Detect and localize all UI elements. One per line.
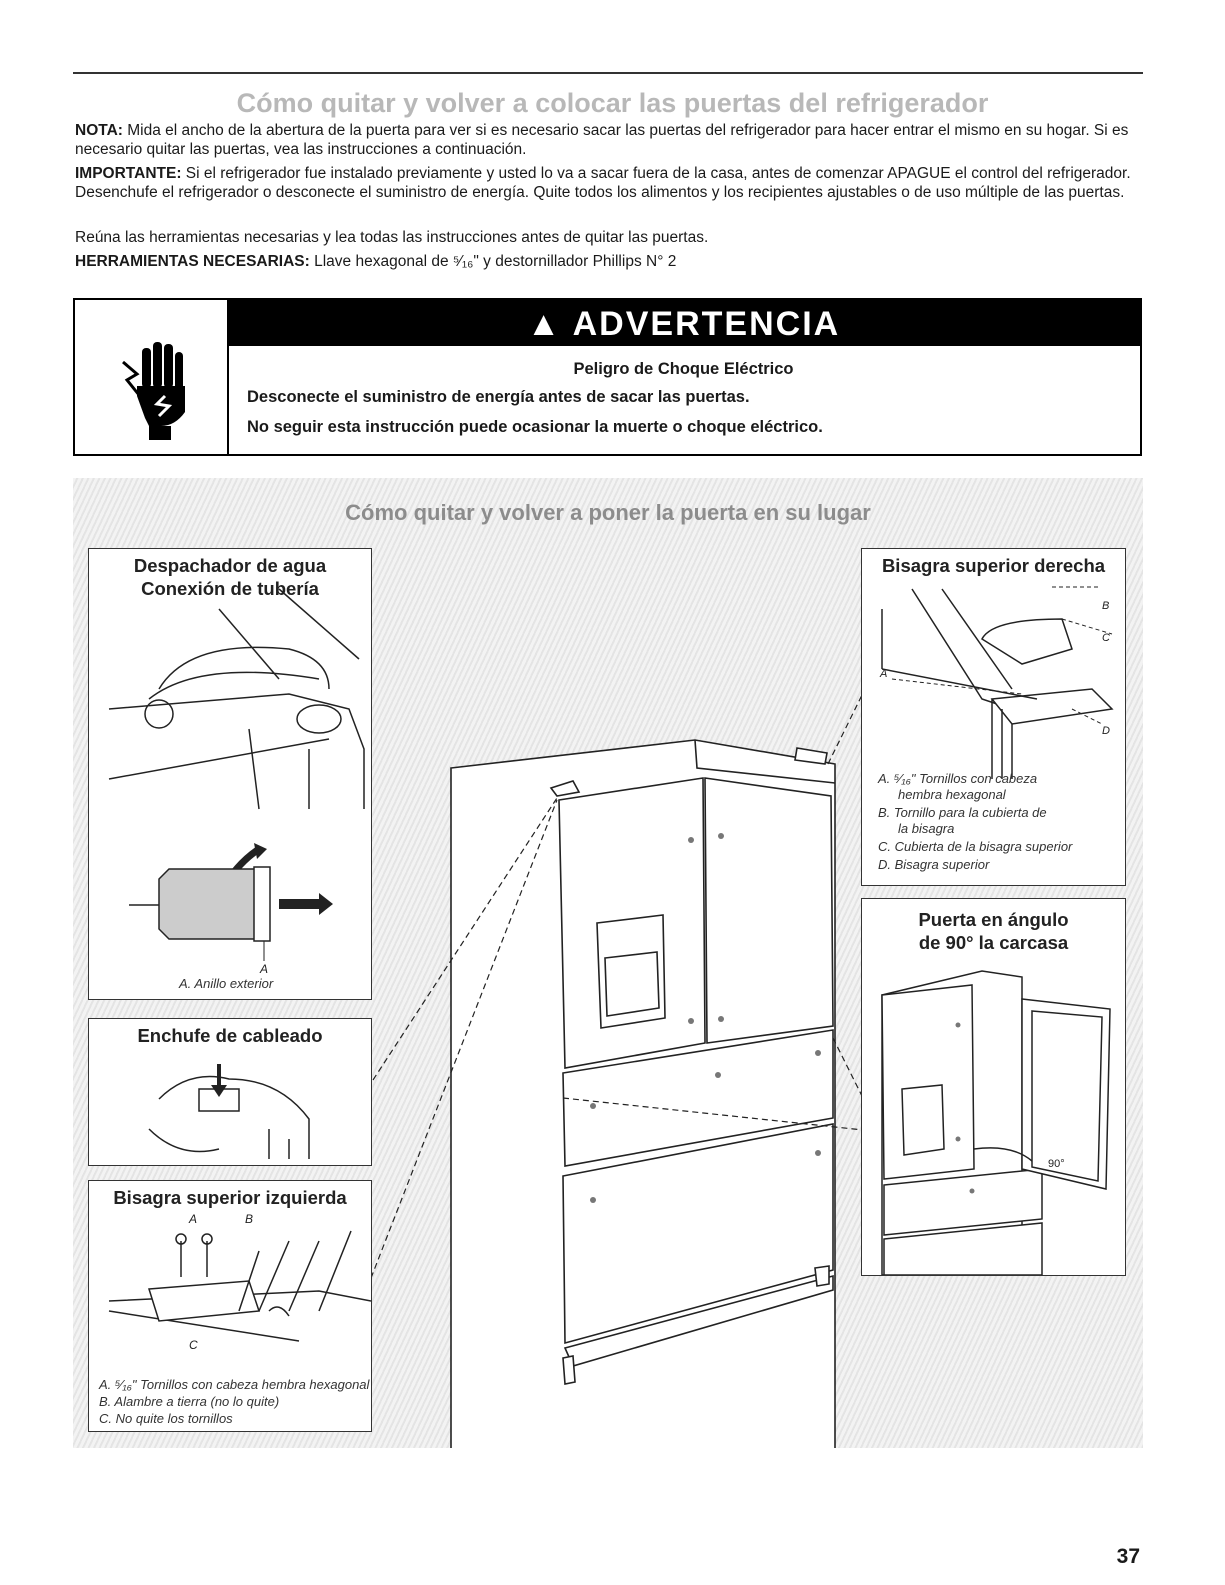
- door-removal-figure: [73, 478, 1143, 1448]
- left-hinge-label-c: C: [189, 1338, 198, 1352]
- left-hinge-caption-b: B. Alambre a tierra (no lo quite): [99, 1394, 280, 1409]
- left-hinge-label-b: B: [245, 1212, 254, 1226]
- warning-heading: ADVERTENCIA: [572, 305, 841, 343]
- water-panel-title-1: Despachador de agua: [133, 555, 327, 576]
- water-caption: A. Anillo exterior: [179, 976, 274, 991]
- warning-line-1: Desconecte el suministro de energía antes de sacar las puertas.: [247, 388, 750, 406]
- hazard-icon-cell: [75, 300, 229, 454]
- herramientas-label: HERRAMIENTAS NECESARIAS:: [75, 253, 310, 270]
- nota-label: NOTA:: [75, 122, 123, 139]
- warning-triangle-icon: ▲: [526, 305, 563, 343]
- top-rule: [73, 72, 1143, 74]
- herramientas-text: Llave hexagonal de ⁵⁄₁₆" y destornillador Phillips N° 2: [309, 253, 677, 270]
- door-90-degree-panel: [861, 898, 1126, 1276]
- warning-subtitle: Peligro de Choque Eléctrico: [573, 360, 794, 378]
- water-line-illustration: [89, 549, 371, 999]
- angle-panel-title-1: Puerta en ángulo: [918, 909, 1069, 930]
- warning-line-2: No seguir esta instrucción puede ocasionar la muerte o choque eléctrico.: [247, 418, 823, 436]
- right-hinge-label-d: D: [1102, 725, 1110, 737]
- right-hinge-label-a: A: [880, 668, 888, 680]
- importante-paragraph: [75, 164, 1145, 202]
- nota-paragraph: [75, 121, 1145, 159]
- right-hinge-caption-b2: la bisagra: [898, 821, 955, 836]
- electric-shock-hand-icon: [75, 300, 225, 454]
- left-hinge-panel: [88, 1180, 372, 1432]
- right-hinge-panel: [861, 548, 1126, 886]
- right-hinge-caption-d: D. Bisagra superior: [878, 857, 990, 872]
- page-number: 37: [1116, 1545, 1140, 1568]
- right-hinge-label-b: B: [1102, 600, 1110, 612]
- warning-heading-bar: [227, 300, 1140, 346]
- right-hinge-caption-c: C. Cubierta de la bisagra superior: [878, 839, 1073, 854]
- wiring-plug-panel: [88, 1018, 372, 1166]
- right-hinge-title: Bisagra superior derecha: [881, 555, 1106, 576]
- left-hinge-caption-c: C. No quite los tornillos: [99, 1411, 233, 1426]
- figure-title: Cómo quitar y volver a poner la puerta en su lugar: [345, 500, 871, 525]
- page-title: Cómo quitar y volver a colocar las puertas del refrigerador: [236, 88, 989, 118]
- left-hinge-label-a: A: [189, 1212, 198, 1226]
- left-hinge-caption-a: A. ⁵⁄₁₆" Tornillos con cabeza hembra hexagonal: [99, 1377, 370, 1392]
- water-label-a: A: [260, 962, 269, 976]
- door-90-degree-illustration: [862, 899, 1125, 1275]
- importante-text: Si el refrigerador fue instalado previamente y usted lo va a sacar fuera de la casa, antes de comenzar APAGUE el control del refrigerador. Desenchufe el refrigerador o desconecte el suministro de energía. Quite todos los alimentos y los recipientes ajustables o de uso múltiple de las puertas.: [75, 165, 1131, 201]
- angle-panel-title-2: de 90° la carcasa: [918, 932, 1069, 953]
- wiring-plug-illustration: [89, 1019, 371, 1165]
- importante-label: IMPORTANTE:: [75, 165, 182, 182]
- reuna-paragraph: Reúna las herramientas necesarias y lea todas las instrucciones antes de quitar las puertas.: [75, 229, 709, 246]
- right-hinge-caption-a2: hembra hexagonal: [898, 787, 1006, 802]
- right-hinge-label-c: C: [1102, 632, 1110, 644]
- water-panel-title-2: Conexión de tubería: [141, 578, 319, 599]
- plug-panel-title: Enchufe de cableado: [137, 1025, 323, 1046]
- angle-degree-label: 90°: [1048, 1158, 1065, 1170]
- nota-text: Mida el ancho de la abertura de la puerta para ver si es necesario sacar las puertas del refrigerador para hacer entrar el mismo en su hogar. Si es necesario quitar las puertas, vea las instrucciones a continuación.: [75, 122, 1129, 158]
- left-hinge-title: Bisagra superior izquierda: [113, 1187, 347, 1208]
- herramientas-paragraph: [75, 252, 1145, 271]
- right-hinge-caption-a1: A. ⁵⁄₁₆" Tornillos con cabeza: [878, 771, 1038, 786]
- warning-box: [73, 298, 1142, 456]
- right-hinge-caption-b1: B. Tornillo para la cubierta de: [878, 805, 1047, 820]
- water-dispenser-panel: [88, 548, 372, 1000]
